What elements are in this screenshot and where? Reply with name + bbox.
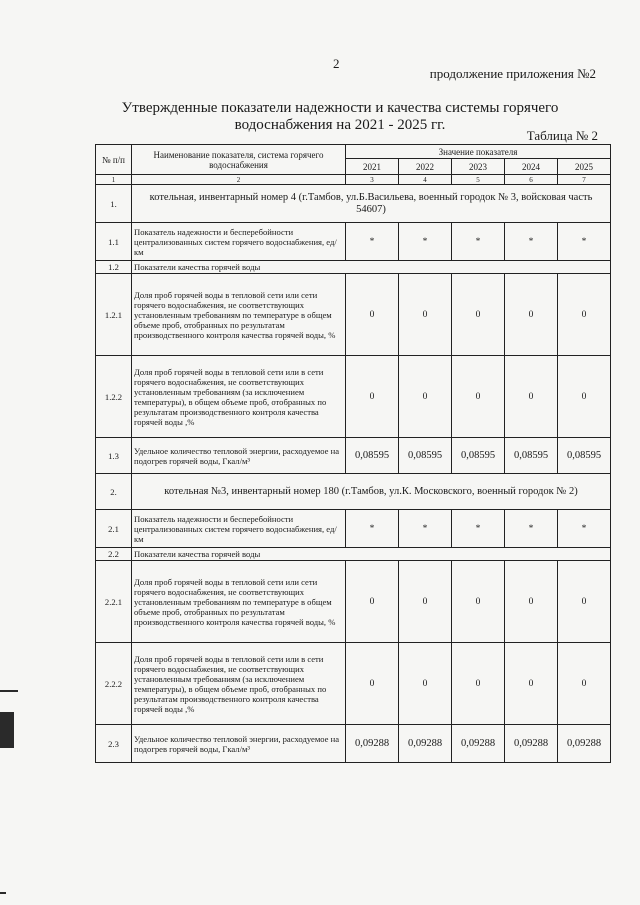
- row-number: 1.1: [96, 223, 132, 261]
- table-row: [96, 548, 611, 561]
- header-num: № п/п: [96, 145, 132, 175]
- indicator-value: *: [505, 223, 558, 261]
- indicator-value: *: [346, 510, 399, 548]
- table-label: Таблица № 2: [526, 128, 598, 143]
- indicator-value: 0,09288: [346, 725, 399, 763]
- header-year: 2023: [452, 159, 505, 175]
- indicator-value: *: [399, 510, 452, 548]
- margin-mark-top: [0, 690, 18, 692]
- indicator-value: 0: [505, 356, 558, 438]
- indicator-value: 0,09288: [558, 725, 611, 763]
- indicator-value: 0,08595: [399, 438, 452, 474]
- col-number: 2: [132, 175, 346, 185]
- table-row: [96, 356, 611, 438]
- appendix-note: продолжение приложения №2: [429, 66, 596, 81]
- indicator-name: Доля проб горячей воды в тепловой сети или в сети горячего водоснабжения, не соответствующих установленным требованиям (за исключением температуры), в общем объеме проб, отобранных по результатам производственного контроля качества горячей воды ,%: [132, 356, 346, 438]
- table-row: [96, 725, 611, 763]
- table-row: [96, 643, 611, 725]
- header-year: 2022: [399, 159, 452, 175]
- table-row: [96, 185, 611, 223]
- row-number: 1.2.2: [96, 356, 132, 438]
- indicator-value: 0: [505, 643, 558, 725]
- indicator-value: 0: [452, 643, 505, 725]
- col-number: 3: [346, 175, 399, 185]
- row-number: 1.2.1: [96, 274, 132, 356]
- indicator-value: *: [452, 223, 505, 261]
- indicator-value: 0: [346, 274, 399, 356]
- header-value-group: Значение показателя: [346, 145, 611, 159]
- indicator-value: 0,08595: [346, 438, 399, 474]
- subsection-title: Показатели качества горячей воды: [132, 548, 611, 561]
- margin-mark-middle: [0, 712, 14, 748]
- table-row: [96, 438, 611, 474]
- margin-mark-bottom: [0, 892, 6, 894]
- indicator-value: 0: [399, 356, 452, 438]
- table-row: [96, 474, 611, 510]
- table-row: [96, 274, 611, 356]
- indicator-value: 0: [558, 356, 611, 438]
- indicator-value: 0: [505, 561, 558, 643]
- page-number: 2: [333, 56, 340, 71]
- indicator-value: 0: [399, 561, 452, 643]
- indicator-value: 0: [452, 356, 505, 438]
- indicators-table: [95, 144, 611, 763]
- header-year: 2021: [346, 159, 399, 175]
- indicator-name: Удельное количество тепловой энергии, расходуемое на подогрев горячей воды, Гкал/м³: [132, 438, 346, 474]
- row-number: 2.2.2: [96, 643, 132, 725]
- indicator-value: 0: [346, 561, 399, 643]
- indicator-value: 0: [399, 643, 452, 725]
- indicator-name: Показатель надежности и бесперебойности централизованных систем горячего водоснабжения, ед/км: [132, 510, 346, 548]
- document-title: Утвержденные показатели надежности и качества системы горячего водоснабжения на 2021 - 2025 гг.: [121, 100, 559, 133]
- row-number: 2.: [96, 474, 132, 510]
- table-row: [96, 223, 611, 261]
- table-row: [96, 510, 611, 548]
- table-row: [96, 261, 611, 274]
- header-name: Наименование показателя, система горячего водоснабжения: [132, 145, 346, 175]
- indicator-name: Показатель надежности и бесперебойности централизованных систем горячего водоснабжения, ед/км: [132, 223, 346, 261]
- indicator-value: 0,08595: [452, 438, 505, 474]
- indicator-value: 0: [399, 274, 452, 356]
- indicator-name: Доля проб горячей воды в тепловой сети или сети горячего водоснабжения, не соответствующих установленным требованиям по температуре в общем объеме проб, отобранных по результатам производственного контроля качества горячей воды, %: [132, 561, 346, 643]
- indicator-name: Доля проб горячей воды в тепловой сети или сети горячего водоснабжения, не соответствующих установленным требованиям по температуре в общем объеме проб, отобранных по результатам производственного контроля качества горячей воды, %: [132, 274, 346, 356]
- indicator-value: 0: [452, 561, 505, 643]
- header-year: 2024: [505, 159, 558, 175]
- indicator-value: 0: [558, 274, 611, 356]
- indicator-value: *: [558, 510, 611, 548]
- indicator-value: 0: [346, 356, 399, 438]
- row-number: 2.1: [96, 510, 132, 548]
- section-title: котельная, инвентарный номер 4 (г.Тамбов, ул.Б.Васильева, военный городок № 3, войсковая часть 54607): [132, 185, 611, 223]
- col-number: 5: [452, 175, 505, 185]
- indicator-value: 0: [558, 643, 611, 725]
- indicator-name: Удельное количество тепловой энергии, расходуемое на подогрев горячей воды, Гкал/м³: [132, 725, 346, 763]
- row-number: 1.: [96, 185, 132, 223]
- col-number: 7: [558, 175, 611, 185]
- indicator-value: 0,08595: [558, 438, 611, 474]
- row-number: 2.2: [96, 548, 132, 561]
- indicator-value: *: [505, 510, 558, 548]
- col-number: 1: [96, 175, 132, 185]
- indicator-value: 0: [346, 643, 399, 725]
- indicator-value: *: [399, 223, 452, 261]
- indicator-value: 0,08595: [505, 438, 558, 474]
- row-number: 2.3: [96, 725, 132, 763]
- col-number: 4: [399, 175, 452, 185]
- indicator-name: Доля проб горячей воды в тепловой сети или в сети горячего водоснабжения, не соответствующих установленным требованиям (за исключением температуры), в общем объеме проб, отобранных по результатам производственного контроля качества горячей воды ,%: [132, 643, 346, 725]
- indicator-value: 0,09288: [399, 725, 452, 763]
- header-year: 2025: [558, 159, 611, 175]
- indicator-value: *: [558, 223, 611, 261]
- indicator-value: 0: [558, 561, 611, 643]
- row-number: 1.3: [96, 438, 132, 474]
- indicator-value: 0: [452, 274, 505, 356]
- indicator-value: *: [452, 510, 505, 548]
- row-number: 2.2.1: [96, 561, 132, 643]
- indicator-value: 0,09288: [505, 725, 558, 763]
- row-number: 1.2: [96, 261, 132, 274]
- indicator-value: 0: [505, 274, 558, 356]
- col-number: 6: [505, 175, 558, 185]
- table-row: [96, 561, 611, 643]
- section-title: котельная №3, инвентарный номер 180 (г.Тамбов, ул.К. Московского, военный городок № 2): [132, 474, 611, 510]
- indicator-value: 0,09288: [452, 725, 505, 763]
- indicator-value: *: [346, 223, 399, 261]
- subsection-title: Показатели качества горячей воды: [132, 261, 611, 274]
